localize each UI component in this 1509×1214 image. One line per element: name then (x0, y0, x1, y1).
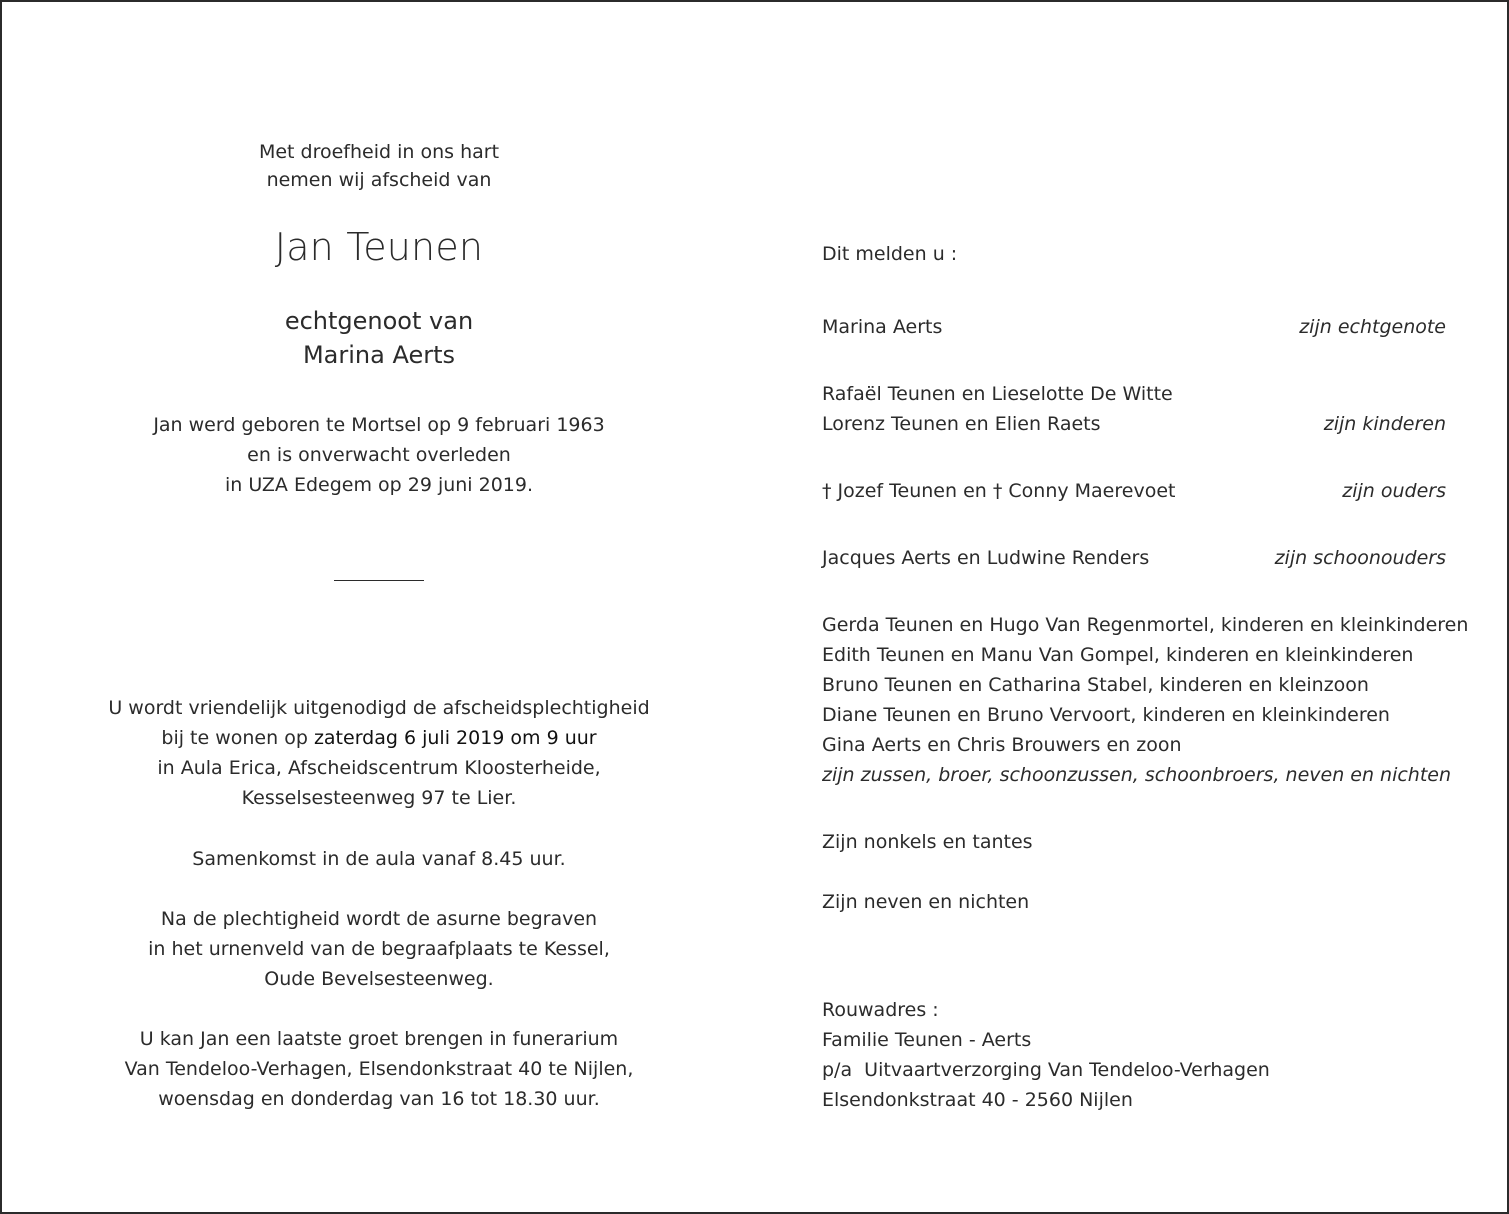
uncles-aunts: Zijn nonkels en tantes (822, 831, 1033, 853)
divider-line (334, 580, 424, 581)
ceremony-invitation (2, 693, 756, 813)
visit-line: woensdag en donderdag van 16 tot 18.30 uur. (158, 1088, 600, 1110)
sibling-line: Edith Teunen en Manu Van Gompel, kinderen en kleinkinderen (822, 644, 1414, 666)
intro-line: nemen wij afscheid van (266, 169, 492, 191)
address-line: Elsendonkstraat 40 - 2560 Nijlen (822, 1089, 1133, 1111)
deceased-name: Jan Teunen (274, 225, 484, 269)
children-relation: zijn kinderen (1323, 413, 1446, 435)
spouse-relation: zijn echtgenote (1299, 316, 1446, 338)
visit-line: Van Tendeloo-Verhagen, Elsendonkstraat 40 te Nijlen, (124, 1058, 634, 1080)
family-spouse (822, 312, 1446, 342)
intro-line: Met droefheid in ons hart (258, 141, 500, 163)
mourning-address (822, 995, 1446, 1115)
right-panel (822, 2, 1469, 1212)
burial-line: Na de plechtigheid wordt de asurne begraven (160, 908, 598, 930)
spouse-line: Marina Aerts (302, 341, 456, 369)
invite-prefix: bij te wonen op (161, 727, 314, 749)
left-panel (2, 2, 756, 1212)
born-line: in UZA Edegem op 29 juni 2019. (224, 474, 534, 496)
family-inlaws (822, 543, 1446, 573)
cousins: Zijn neven en nichten (822, 891, 1030, 913)
burial-line: Oude Bevelsesteenweg. (264, 968, 494, 990)
family-parents (822, 476, 1446, 506)
born-line: Jan werd geboren te Mortsel op 9 februari 1963 (153, 414, 605, 436)
intro-text (2, 138, 756, 194)
announcement-heading: Dit melden u : (822, 243, 958, 265)
meeting-info: Samenkomst in de aula vanaf 8.45 uur. (192, 848, 566, 870)
spouse-block (2, 304, 756, 372)
born-line: en is onverwacht overleden (247, 444, 511, 466)
sibling-line: Gina Aerts en Chris Brouwers en zoon (822, 734, 1182, 756)
address-line: Familie Teunen - Aerts (822, 1029, 1032, 1051)
child-name: Lorenz Teunen en Elien Raets (822, 413, 1101, 435)
sibling-line: Diane Teunen en Bruno Vervoort, kinderen en kleinkinderen (822, 704, 1390, 726)
invite-line: in Aula Erica, Afscheidscentrum Kloosterheide, (157, 757, 601, 779)
invite-line: Kesselsesteenweg 97 te Lier. (241, 787, 517, 809)
child-name: Rafaël Teunen en Lieselotte De Witte (822, 383, 1173, 405)
invite-line (2, 723, 756, 753)
visitation-info (2, 1024, 756, 1114)
invite-line: U wordt vriendelijk uitgenodigd de afscheidsplechtigheid (108, 697, 650, 719)
parents-relation: zijn ouders (1342, 480, 1446, 502)
address-line: Rouwadres : (822, 999, 939, 1021)
sibling-line: Gerda Teunen en Hugo Van Regenmortel, kinderen en kleinkinderen (822, 614, 1469, 636)
siblings-relation: zijn zussen, broer, schoonzussen, schoonbroers, neven en nichten (822, 764, 1452, 786)
parents-name: † Jozef Teunen en † Conny Maerevoet (822, 480, 1176, 502)
ceremony-date: zaterdag 6 juli 2019 om 9 uur (313, 727, 597, 749)
spouse-name: Marina Aerts (822, 316, 943, 338)
spouse-line: echtgenoot van (284, 307, 474, 335)
inlaws-name: Jacques Aerts en Ludwine Renders (822, 547, 1150, 569)
birth-death-info (2, 410, 756, 500)
family-children (822, 379, 1446, 439)
family-siblings (822, 610, 1469, 790)
burial-line: in het urnenveld van de begraafplaats te Kessel, (148, 938, 610, 960)
address-line: p/a Uitvaartverzorging Van Tendeloo-Verhagen (822, 1059, 1270, 1081)
visit-line: U kan Jan een laatste groet brengen in funerarium (139, 1028, 619, 1050)
inlaws-relation: zijn schoonouders (1274, 547, 1446, 569)
burial-info (2, 904, 756, 994)
sibling-line: Bruno Teunen en Catharina Stabel, kinderen en kleinzoon (822, 674, 1369, 696)
